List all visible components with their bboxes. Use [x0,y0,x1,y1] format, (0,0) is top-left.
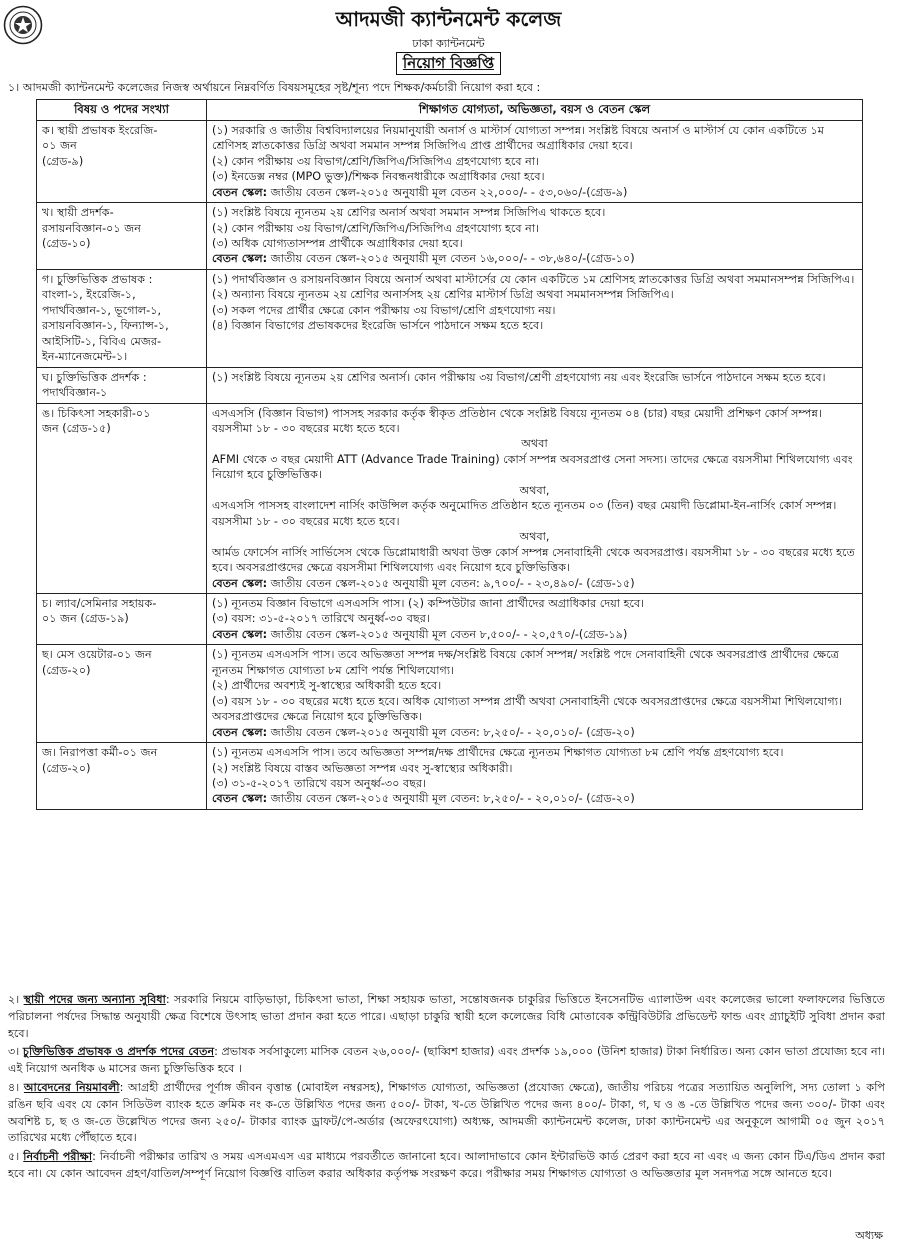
pay-scale [212,725,857,740]
post-line: জন (গ্রেড-১৫) [42,422,111,436]
requirement-line: (৩) ৩১-৫-২০১৭ তারিখে বয়স অনুর্ধ্ব-৩০ বছর। [212,776,427,790]
requirement-line: এসএসসি (বিজ্ঞান বিভাগ) পাসসহ সরকার কর্তৃক স্বীকৃত প্রতিষ্ঠান থেকে সংশ্লিষ্ট বিষয়ে ন্যূনতম ০৪ (চার) বছর মেয়াদী প্রশিক্ষণ কোর্স সম্পন্ন। বয়সসীমা ১৮ - ৩০ বছরের মধ্যে হতে হবে। [212,406,822,436]
post-line: জ। নিরাপত্তা কর্মী-০১ জন [42,746,158,760]
post-line: রসায়নবিজ্ঞান-০১ জন [42,221,141,235]
post-cell [37,743,207,810]
requirement-line: (১) ন্যূনতম এসএসসি পাস। তবে অভিজ্ঞতা সম্পন্ন দক্ষ/সংশ্লিষ্ট বিষয়ে কোর্স সম্পন্ন/ সংশ্লিষ্ট পদে সেনাবাহিনী থেকে অবসরপ্রাপ্ত প্রার্থীদের ক্ষেত্রে ন্যূনতম শিক্ষাগত যোগ্যতা ৮ম শ্রেণি পর্যন্ত শিথিলযোগ্য। [212,648,839,677]
post-line: গ। চুক্তিভিত্তিক প্রভাষক : [42,272,153,286]
requirement-line: (৩) সকল পদের প্রার্থীর ক্ষেত্রে কোন পরীক্ষায় ৩য় বিভাগ/শ্রেণি গ্রহণযোগ্য নয়। [212,303,556,317]
requirement-line: (২) অন্যান্য বিষয়ে ন্যূনতম ২য় শ্রেণির অনার্সসহ ২য় শ্রেণির মাস্টার্স ডিগ্রি অথবা সমমানসম্পন্ন সিজিপিএ। [212,288,674,302]
requirement-line: এসএসসি পাসসহ বাংলাদেশ নার্সিং কাউন্সিল কর্তৃক অনুমোদিত প্রতিষ্ঠান হতে ন্যূনতম ০৩ (তিন) বছর মেয়াদী ডিপ্লোমা-ইন-নার্সিং কোর্স সম্পন্ন। বয়সসীমা ১৮ - ৩০ বছরের মধ্যে হতে হবে। [212,499,837,528]
requirement-line: (১) সংশ্লিষ্ট বিষয়ে ন্যূনতম ২য় শ্রেণির অনার্স। কোন পরীক্ষায় ৩য় বিভাগ/শ্রেণী গ্রহণযোগ্য নয় এবং ইংরেজি ভার্সনে পাঠদানে সক্ষম হতে হবে। [212,370,826,384]
post-line: ঘ। চুক্তিভিত্তিক প্রদর্শক : [42,370,147,384]
post-cell [37,403,207,593]
requirement-line: অথবা, [519,530,550,544]
requirements-cell [207,367,863,403]
college-location: ঢাকা ক্যান্টনমেন্ট [412,37,485,50]
requirement-line: অথবা, [519,483,550,497]
requirements-cell [207,743,863,810]
pay-scale-value: জাতীয় বেতন স্কেল-২০১৫ অনুযায়ী মূল বেতন: ৮,২৫০/- - ২০,০১০/- (গ্রেড-২০) [267,725,635,739]
table-header-row [37,100,863,121]
post-line: আইসিটি-১, বিবিএ মেজর- [42,334,162,348]
column-header-post: বিষয় ও পদের সংখ্যা [37,100,207,121]
post-line: (গ্রেড-১০) [42,237,91,251]
requirement-line: (২) সংশ্লিষ্ট বিষয়ে বাস্তব অভিজ্ঞতা সম্পন্ন এবং সু-স্বাস্থ্যের অধিকারী। [212,761,513,775]
pay-scale [212,627,857,642]
requirement-line: (১) ন্যূনতম এসএসসি পাস। তবে অভিজ্ঞতা সম্পন্ন/দক্ষ প্রার্থীদের ক্ষেত্রে ন্যূনতম শিক্ষাগত যোগ্যতা ৮ম শ্রেণি পর্যন্ত গ্রহণযোগ্য হবে। [212,746,784,760]
requirement-line: (১) সংশ্লিষ্ট বিষয়ে ন্যূনতম ২য় শ্রেণির অনার্স অথবা সমমান সম্পন্ন সিজিপিএ থাকতে হবে। [212,206,606,220]
requirement-line: অথবা [521,437,548,451]
requirements-cell [207,594,863,645]
pay-scale [212,185,857,200]
table-row [37,203,863,270]
post-line: ছ। মেস ওয়েটার-০১ জন [42,648,152,662]
requirement-line: (১) সরকারি ও জাতীয় বিশ্ববিদ্যালয়ের নিয়মানুযায়ী অনার্স ও মাস্টার্স যোগ্যতা সম্পন্ন। সংশ্লিষ্ট বিষয়ে অনার্স ও মাস্টার্স যে কোন একটিতে ১ম শ্রেণিসহ স্নাতকোত্তর ডিগ্রি অথবা সমমান সম্পন্ন সিজিপিএ প্রাপ্ত প্রার্থীদের অগ্রাধিকার দেয়া হবে। [212,123,824,153]
post-line: পদার্থবিজ্ঞান-১, ভূগোল-১, [42,303,162,317]
requirement-line: AFMI থেকে ৩ বছর মেয়াদী ATT (Advance Trade Training) কোর্স সম্পন্ন অবসরপ্রাপ্ত সেনা সদস্য। তাদের ক্ষেত্রে বয়সসীমা শিথিলযোগ্য এবং নিয়োগ হবে চুক্তিভিত্তিক। [212,452,853,482]
post-cell [37,120,207,202]
post-line: ইন-ম্যানেজমেন্ট-১। [42,350,128,364]
requirement-line: (৩) ইনডেক্স নম্বর (MPO ভুক্ত)/শিক্ষক নিবন্ধনধারীকে অগ্রাধিকার দেয়া হবে। [212,170,545,184]
note-benefits: ২। স্থায়ী পদের জন্য অন্যান্য সুবিধা: সরকারি নিয়মে বাড়িভাড়া, চিকিৎসা ভাতা, শিক্ষা সহায়ক ভাতা, সন্তোষজনক চাকুরির ভিত্তিতে ইনসেনটিভ এ্যালাউন্স এবং কলেজের ভালো ফলাফলের ভিত্তিতে পরিচালনা পর্ষদের সিদ্ধান্ত অনুযায়ী ক্ষেত্র বিশেষে উৎসাহ ভাতা প্রদান করা হতে পারে। এছাড়া চাকুরি স্থায়ী হলে কলেজের বিধি মোতাবেক কন্ট্রিবিউটরি প্রভিডেন্ট ফান্ড এবং গ্র্যাচুইটি সুবিধা প্রদান করা হবে। [8,993,885,1040]
requirement-line: (২) কোন পরীক্ষায় ৩য় বিভাগ/শ্রেণি/জিপিএ/সিজিপিএ গ্রহণযোগ্য হবে না। [212,154,540,168]
post-line: (গ্রেড-২০) [42,761,91,775]
job-table [36,99,863,810]
column-header-requirements: শিক্ষাগত যোগ্যতা, অভিজ্ঞতা, বয়স ও বেতন স্কেল [207,100,863,121]
pay-scale-value: জাতীয় বেতন স্কেল-২০১৫ অনুযায়ী মূল বেতন ৮,৫০০/- - ২০,৫৭০/-(গ্রেড-১৯) [267,627,628,641]
post-line: পদার্থবিজ্ঞান-১ [42,386,108,400]
requirement-line: (১) পদার্থবিজ্ঞান ও রসায়নবিজ্ঞান বিষয়ে অনার্স অথবা মাস্টার্সের যে কোন একটিতে ১ম শ্রেণিসহ স্নাতকোত্তর ডিগ্রি অথবা সমমানসম্পন্ন সিজিপিএ। [212,272,855,286]
pay-scale-value: জাতীয় বেতন স্কেল-২০১৫ অনুযায়ী মূল বেতন ২২,০০০/- - ৫৩,০৬০/-(গ্রেড-৯) [267,185,628,199]
note-application-rules: ৪। আবেদনের নিয়মাবলী: আগ্রহী প্রার্থীদের পূর্ণাঙ্গ জীবন বৃত্তান্ত (মোবাইল নম্বরসহ), শিক্ষাগত যোগ্যতা, অভিজ্ঞতা (প্রযোজ্য ক্ষেত্রে), জাতীয় পরিচয় পত্রের সত্যায়িত অনুলিপি, সদ্য তোলা ১ কপি রঙিন ছবি এবং যে কোন সিডিউল ব্যাংক হতে ক্রমিক নং ক-তে উল্লিখিত পদের জন্য ৫০০/- টাকা, খ-তে উল্লিখিত পদের জন্য ৪০০/- টাকা, গ, ঘ ও ঙ -তে উল্লিখিত পদের জন্য ৩০০/- টাকা এবং অবশিষ্ট চ, ছ ও জ-তে উল্লেখিত পদের জন্য ২৫০/- টাকার ব্যাংক ড্রাফট/পে-অর্ডার (অফেরৎযোগ্য) অধ্যক্ষ, আদমজী ক্যান্টনমেন্ট কলেজ, ঢাকা ক্যান্টনমেন্ট এর অনুকূলে আগামী ০৫ জুন ২০১৭ তারিখের মধ্যে পৌঁছাতে হবে। [8,1080,885,1145]
post-line: বাংলা-১, ইংরেজি-১, [42,288,136,302]
post-cell [37,269,207,367]
notice-heading: নিয়োগ বিজ্ঞপ্তি [0,52,897,75]
requirement-line: আর্মড ফোর্সেস নার্সিং সার্ভিসেস থেকে ডিপ্লোমাধারী অথবা উক্ত কোর্স সম্পন্ন সেনাবাহিনী থেকে অবসরপ্রাপ্ত। বয়সসীমা ১৮ - ৩০ বছরের মধ্যে হতে হবে। অবসরপ্রাপ্তদের ক্ষেত্রে বয়সসীমা শিথিলযোগ্য এবং নিয়োগ হবে চুক্তিভিত্তিক। [212,545,855,575]
requirements-cell [207,203,863,270]
post-cell [37,594,207,645]
requirement-line: (১) ন্যূনতম বিজ্ঞান বিভাগে এসএসসি পাস। (২) কম্পিউটার জানা প্রার্থীদের অগ্রাধিকার দেয়া হবে। [212,597,645,610]
table-row [37,120,863,202]
post-line: রসায়নবিজ্ঞান-১, ফিন্যান্স-১, [42,319,169,333]
header [0,0,897,94]
requirements-cell [207,120,863,202]
note-contract-salary: ৩। চুক্তিভিত্তিক প্রভাষক ও প্রদর্শক পদের বেতন: প্রভাষক সর্বসাকুল্যে মাসিক বেতন ২৬,০০০/- (ছাব্বিশ হাজার) এবং প্রদর্শক ১৯,০০০ (উনিশ হাজার) টাকা নির্ধারিত। অন্য কোন ভাতা প্রযোজ্য হবে না। এই নিয়োগ অনধিক ৬ মাসের জন্য চুক্তিভিত্তিক হবে । [8,1045,885,1076]
pay-scale-value: জাতীয় বেতন স্কেল-২০১৫ অনুযায়ী মূল বেতন: ৮,২৫০/- - ২০,০১০/- (গ্রেড-২০) [267,792,635,806]
footer-notes [8,992,885,1185]
table-row [37,743,863,810]
pay-scale-label: বেতন স্কেল: [212,725,268,739]
post-line: ক। স্থায়ী প্রভাষক ইংরেজি- [42,123,158,137]
requirement-line: (৪) বিজ্ঞান বিভাগের প্রভাষকদের ইংরেজি ভার্সনে পাঠদানে সক্ষম হতে হবে। [212,319,544,333]
pay-scale-label: বেতন স্কেল: [212,252,268,266]
signature: অধ্যক্ষ [855,1229,883,1242]
post-line: (গ্রেড-২০) [42,663,91,677]
requirement-line: (৩) বয়স ১৮ - ৩০ বছরের মধ্যে হতে হবে। অধিক যোগ্যতা সম্পন্ন প্রার্থী অথবা সেনাবাহিনী থেকে অবসরপ্রাপ্তদের ক্ষেত্রে বয়সসীমা শিথিলযোগ্য। অবসরপ্রাপ্তদের ক্ষেত্রে নিয়োগ হবে চুক্তিভিত্তিক। [212,694,842,724]
post-line: চ। ল্যাব/সেমিনার সহায়ক- [42,597,157,610]
pay-scale-label: বেতন স্কেল: [212,792,268,806]
post-line: ০১ জন (গ্রেড-১৯) [42,612,129,626]
post-line: ০১ জন [42,139,77,153]
post-line: (গ্রেড-৯) [42,154,84,168]
requirement-line: (২) কোন পরীক্ষায় ৩য় বিভাগ/শ্রেণি/জিপিএ/সিজিপিএ গ্রহণযোগ্য হবে না। [212,221,540,235]
college-title: আদমজী ক্যান্টনমেন্ট কলেজ [335,7,562,31]
post-cell [37,645,207,743]
requirement-line: (৩) অধিক যোগ্যতাসম্পন্ন প্রার্থীকে অগ্রাধিকার দেয়া হবে। [212,237,463,251]
table-row [37,594,863,645]
table-row [37,269,863,367]
pay-scale-label: বেতন স্কেল: [212,627,268,641]
table-row [37,367,863,403]
pay-scale-value: জাতীয় বেতন স্কেল-২০১৫ অনুযায়ী মূল বেতন ১৬,০০০/- - ৩৮,৬৪০/-(গ্রেড-১০) [267,252,635,266]
note-selection-exam: ৫। নির্বাচনী পরীক্ষা: নির্বাচনী পরীক্ষার তারিখ ও সময় এসএমএস এর মাধ্যমে পরবর্তীতে জানানো হবে। আলাদাভাবে কোন ইন্টারভিউ কার্ড প্রেরণ করা হবে না এবং এ জন্য কোন টিএ/ডিএ প্রদান করা হবে না। যে কোন আবেদন গ্রহণ/বাতিল/সম্পূর্ণ নিয়োগ বিজ্ঞপ্তি বাতিল করার অধিকার কর্তৃপক্ষ সংরক্ষণ করে। পরীক্ষার সময় শিক্ষাগত যোগ্যতা ও অভিজ্ঞতার মূল সনদপত্র সঙ্গে আনতে হবে। [8,1150,885,1180]
requirement-line: (৩) বয়স: ৩১-৫-২০১৭ তারিখে অনুর্ধ্ব-৩০ বছর। [212,612,430,626]
requirements-cell [207,403,863,593]
post-cell [37,203,207,270]
job-table-body [37,120,863,809]
pay-scale-label: বেতন স্কেল: [212,185,268,199]
intro-text: ১। আদমজী ক্যান্টনমেন্ট কলেজের নিজস্ব অর্থায়নে নিম্নবর্ণিত বিষয়সমূহের সৃষ্ট/শূন্য পদে শিক্ষক/কর্মচারী নিয়োগ করা হবে : [8,81,541,94]
post-line: ঙ। চিকিৎসা সহকারী-০১ [42,406,151,420]
table-row [37,645,863,743]
pay-scale-label: বেতন স্কেল: [212,576,268,590]
requirement-line: (২) প্রার্থীদের অবশ্যই সু-স্বাস্থ্যের অধিকারী হতে হবে। [212,679,442,693]
requirements-cell [207,269,863,367]
pay-scale [212,251,857,266]
pay-scale [212,576,857,591]
requirements-cell [207,645,863,743]
post-line: খ। স্থায়ী প্রদর্শক- [42,206,114,220]
post-cell [37,367,207,403]
table-row [37,403,863,593]
pay-scale [212,791,857,806]
pay-scale-value: জাতীয় বেতন স্কেল-২০১৫ অনুযায়ী মূল বেতন: ৯,৭০০/- - ২৩,৪৯০/- (গ্রেড-১৫) [267,576,635,590]
